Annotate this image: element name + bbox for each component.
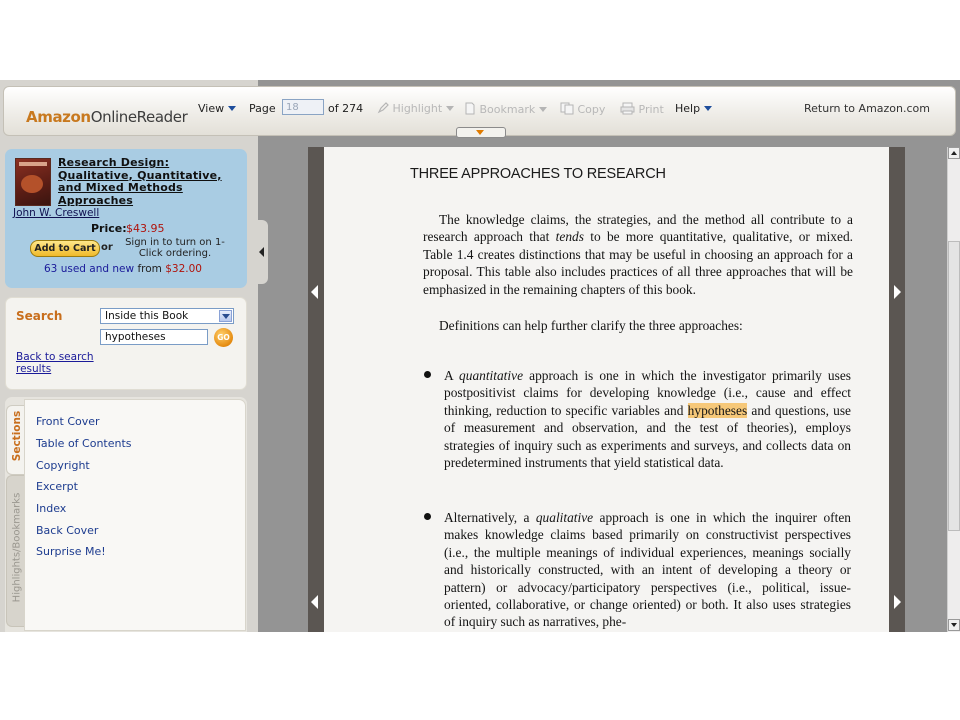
bullet-icon <box>424 371 431 378</box>
section-table-of-contents[interactable]: Table of Contents <box>36 437 132 450</box>
chevron-down-icon <box>446 106 454 111</box>
bookmark-button[interactable]: Bookmark <box>464 102 547 116</box>
return-to-amazon-link[interactable]: Return to Amazon.com <box>804 102 930 115</box>
cover-ornament <box>21 175 43 193</box>
vertical-scrollbar[interactable] <box>947 147 960 632</box>
book-info-panel <box>5 149 247 288</box>
caret-down-icon <box>476 130 484 135</box>
qualitative-definition: Alternatively, a qualitative approach is one in which the inquirer often makes knowledge claims based primarily on constructivist perspectives (i.e., the multiple meanings of individual experiences, meanings socially and historically constructed, with an intent of developing a theory or pattern) or advocacy/participatory perspectives (i.e., political, issue-oriented, collaborative, or change oriented) or both. It also uses strategies of inquiry such as narratives, phe- <box>444 510 851 630</box>
next-page-arrow-icon[interactable] <box>894 595 901 609</box>
print-button[interactable]: Print <box>620 102 664 116</box>
search-label: Search <box>16 309 63 323</box>
amazon-online-reader-logo: AmazonOnlineReader <box>26 108 188 126</box>
tab-highlights-bookmarks[interactable]: Highlights/Bookmarks <box>6 475 27 627</box>
sections-panel <box>5 397 247 632</box>
search-panel <box>5 297 247 390</box>
section-back-cover[interactable]: Back Cover <box>36 524 99 537</box>
book-cover-image[interactable] <box>15 158 51 206</box>
search-input[interactable] <box>100 329 208 345</box>
chevron-down-icon <box>704 106 712 111</box>
help-menu[interactable]: Help <box>675 102 712 115</box>
page-number-input[interactable] <box>282 99 324 115</box>
paragraph-2: Definitions can help further clarify the three approaches: <box>439 318 743 333</box>
used-and-new-offer: 63 used and new from $32.00 <box>44 263 202 275</box>
add-to-cart-button[interactable]: Add to Cart <box>30 240 100 257</box>
scrollbar-thumb[interactable] <box>948 241 960 531</box>
previous-page-arrow-icon[interactable] <box>311 285 318 299</box>
paragraph-1: The knowledge claims, the strategies, and the method all contribute to a research approach that tends to be more quantitative, qualitative, or mixed. Table 1.4 creates distinctions that may be useful in choosing an approach for a proposal. This table also includes practices of all three approaches that will be emphasized in the remaining chapters of this book. <box>423 212 853 297</box>
copy-button[interactable]: Copy <box>560 102 605 116</box>
page-heading: THREE APPROACHES TO RESEARCH <box>410 166 666 182</box>
used-and-new-link[interactable]: 63 used and new <box>44 263 135 275</box>
page-label: Page <box>249 102 276 115</box>
online-reader-app <box>0 80 960 632</box>
printer-icon <box>620 102 635 115</box>
sign-in-text: Sign in to turn on 1-Click ordering. <box>125 237 225 259</box>
scroll-up-icon[interactable] <box>948 147 960 159</box>
chevron-down-icon <box>539 107 547 112</box>
search-scope-select[interactable]: Inside this Book <box>100 308 234 324</box>
bookmark-icon <box>464 102 476 115</box>
price-label: Price: <box>91 222 127 235</box>
cover-title-band <box>19 162 47 166</box>
price-value: $43.95 <box>126 222 165 235</box>
view-menu[interactable]: View <box>198 102 236 115</box>
section-front-cover[interactable]: Front Cover <box>36 415 100 428</box>
section-copyright[interactable]: Copyright <box>36 459 90 472</box>
book-page <box>324 147 889 632</box>
search-go-button[interactable]: GO <box>214 328 233 347</box>
toolbar-expand-tab[interactable] <box>456 127 506 138</box>
highlighter-icon <box>377 102 389 114</box>
scroll-down-icon[interactable] <box>948 619 960 631</box>
back-to-search-results-link[interactable]: Back to search results <box>16 351 94 375</box>
or-label: or <box>101 242 113 253</box>
collapse-sidebar-button[interactable] <box>256 220 268 284</box>
quantitative-definition: A quantitative approach is one in which the investigator primarily uses postpositivist claims for developing knowledge (i.e., cause and effect thinking, reduction to specific variables and hypotheses and questions, use of measurement and observation, and the test of theories), employs strategies of inquiry such as experiments and surveys, and collects data on predetermined instruments that yield statistical data. <box>444 368 852 471</box>
book-title-link[interactable]: Research Design: Qualitative, Quantitative, and Mixed Methods Approaches <box>58 156 222 207</box>
reader-toolbar <box>3 86 956 136</box>
copy-icon <box>560 102 574 115</box>
chevron-down-icon <box>228 106 236 111</box>
dropdown-arrow-icon[interactable] <box>219 310 232 322</box>
previous-page-arrow-icon[interactable] <box>311 595 318 609</box>
page-total: of 274 <box>328 102 364 115</box>
highlight-button[interactable]: Highlight <box>377 102 454 115</box>
section-index[interactable]: Index <box>36 502 67 515</box>
search-hit-highlight: hypotheses <box>687 402 748 418</box>
next-page-arrow-icon[interactable] <box>894 285 901 299</box>
tab-sections[interactable]: Sections <box>6 405 27 475</box>
sign-in-link[interactable]: Sign in <box>125 237 160 248</box>
author-link[interactable]: John W. Creswell <box>13 207 100 219</box>
section-surprise-me[interactable]: Surprise Me! <box>36 545 106 558</box>
sections-list <box>24 399 246 631</box>
section-excerpt[interactable]: Excerpt <box>36 480 78 493</box>
bullet-icon <box>424 513 431 520</box>
page-viewer <box>308 147 905 632</box>
